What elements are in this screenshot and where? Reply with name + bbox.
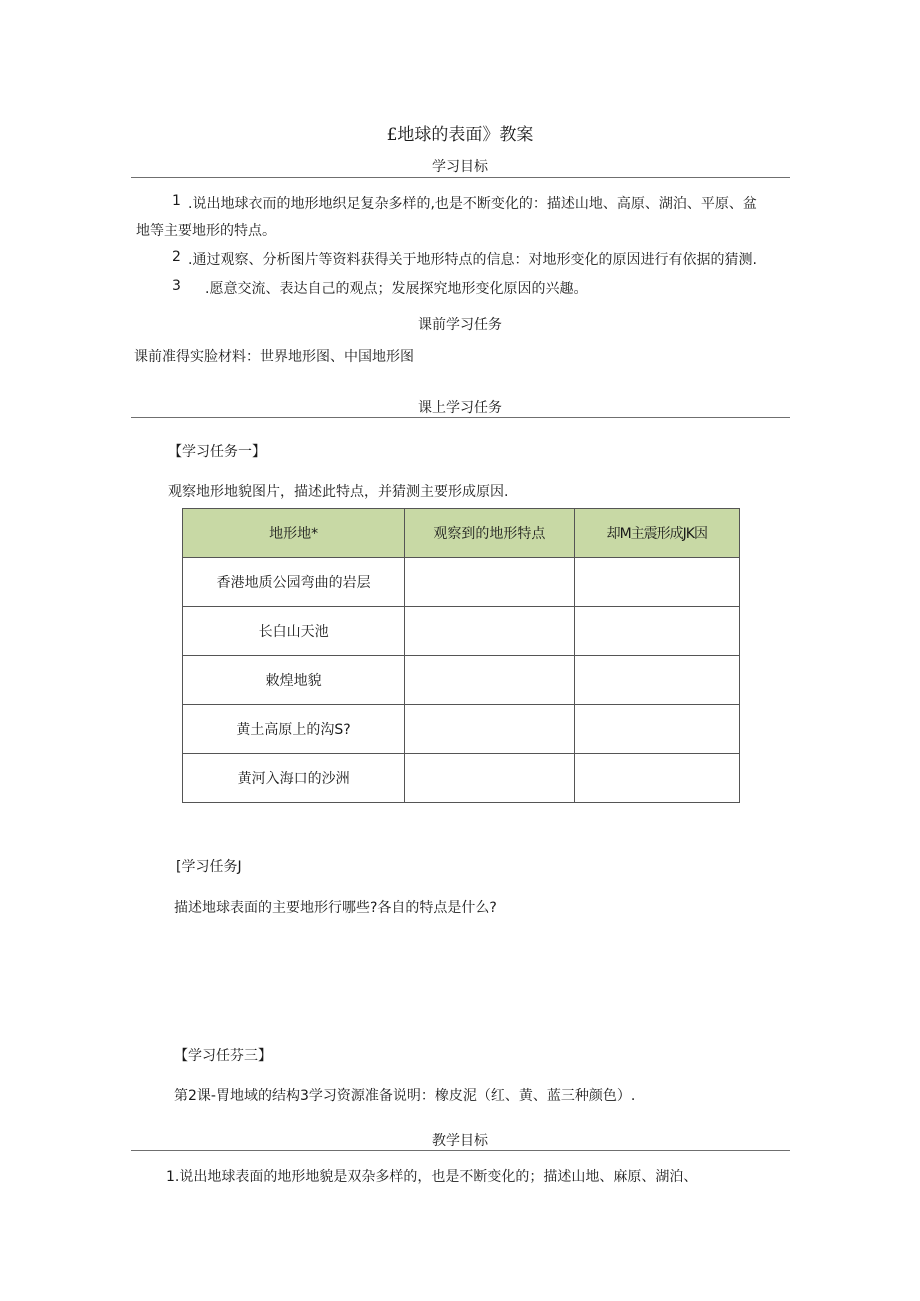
table-cell-cause[interactable]	[574, 607, 739, 656]
task-2-question: 描述地球表面的主要地形行哪些?各自的特点是什么?	[174, 900, 497, 916]
column-header-formation-cause: 却M主震形成JK因	[574, 509, 739, 558]
objective-3-text: .愿意交流、表达自己的观点；发展探究地形变化原因的兴趣。	[205, 281, 588, 297]
task-3-label: 【学习任芬三】	[174, 1048, 272, 1064]
column-header-landform: 地形地*	[183, 509, 405, 558]
landform-table	[182, 508, 740, 803]
table-cell-landform: 黄土高原上的沟S?	[183, 705, 405, 754]
table-row	[183, 754, 740, 803]
document-title: £地球的表面》教案	[386, 125, 534, 145]
heading-teaching-objectives: 教学目标	[432, 1133, 488, 1149]
heading-learning-objectives: 学习目标	[432, 159, 488, 175]
table-cell-features[interactable]	[405, 656, 574, 705]
table-cell-cause[interactable]	[574, 754, 739, 803]
table-cell-landform: 黄河入海口的沙洲	[183, 754, 405, 803]
table-header-row	[183, 509, 740, 558]
table-cell-features[interactable]	[405, 754, 574, 803]
task-2-label: [学习任务J	[176, 859, 242, 875]
table-cell-features[interactable]	[405, 558, 574, 607]
task-3-materials: 第2课-胃地域的结构3学习资源准备说明：橡皮泥（红、黄、蓝三种颜色）.	[174, 1088, 636, 1104]
table-cell-features[interactable]	[405, 607, 574, 656]
table-cell-cause[interactable]	[574, 705, 739, 754]
teaching-objective-1: 1.说出地球表面的地形地貌是双杂多样的，也是不断变化的；描述山地、麻原、湖泊、	[166, 1169, 698, 1185]
objective-2-number: 2	[172, 249, 181, 265]
table-cell-landform: 长白山天池	[183, 607, 405, 656]
divider	[131, 1150, 790, 1151]
divider	[131, 177, 790, 178]
preclass-materials: 课前准得实脸材料：世界地形图、中国地形图	[134, 349, 414, 365]
table-row	[183, 656, 740, 705]
objective-1-text-cont: 地等主要地形的特点。	[136, 223, 276, 239]
heading-inclass-tasks: 课上学习任务	[418, 400, 502, 416]
table-cell-cause[interactable]	[574, 656, 739, 705]
task-1-instructions: 观察地形地貌图片，描述此特点，并猜测主要形成原因.	[168, 484, 509, 500]
table-row	[183, 607, 740, 656]
table-cell-landform: 敕煌地貌	[183, 656, 405, 705]
objective-2-text: .通过观察、分析图片等资料获得关于地形特点的信息：对地形变化的原因进行有依据的猜测.	[188, 252, 757, 268]
table-cell-cause[interactable]	[574, 558, 739, 607]
table-row	[183, 558, 740, 607]
objective-1-text: .说出地球衣而的地形地织足复杂多样的,也是不断变化的：描述山地、高原、湖泊、平原、盆	[188, 196, 757, 212]
task-1-label: 【学习任务一】	[168, 444, 266, 460]
table-cell-features[interactable]	[405, 705, 574, 754]
objective-3-number: 3	[172, 278, 181, 294]
column-header-observed-features: 观察到的地形特点	[405, 509, 574, 558]
table-cell-landform: 香港地质公园弯曲的岩层	[183, 558, 405, 607]
divider	[131, 417, 790, 418]
objective-1-number: 1	[172, 193, 181, 209]
heading-preclass-tasks: 课前学习任务	[418, 317, 502, 333]
table-row	[183, 705, 740, 754]
